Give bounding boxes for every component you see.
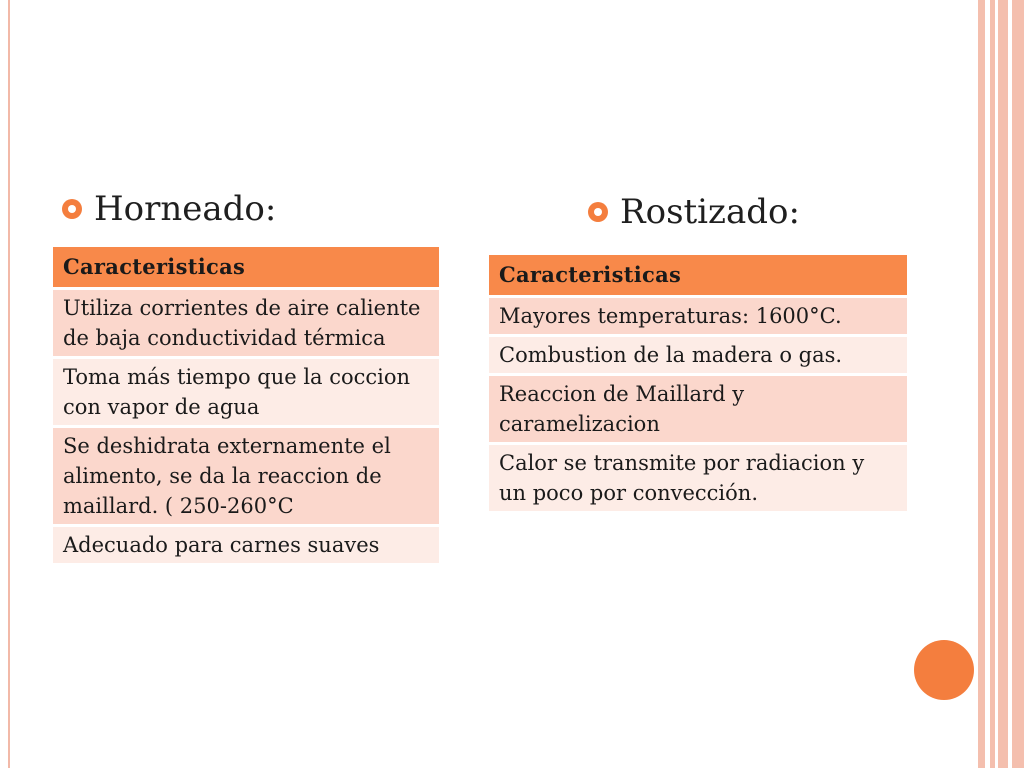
table-row xyxy=(53,359,439,425)
table-row xyxy=(53,527,439,563)
table-row xyxy=(489,298,907,334)
table-cell: Combustion de la madera o gas. xyxy=(499,343,843,367)
left-border-line xyxy=(8,0,10,768)
table-row xyxy=(489,337,907,373)
table-header: Caracteristicas xyxy=(489,255,907,295)
table-row xyxy=(53,428,439,524)
table-row xyxy=(489,445,907,511)
table-row xyxy=(489,376,907,442)
right-stripe-1 xyxy=(978,0,985,768)
table-row xyxy=(53,290,439,356)
left-heading: Horneado: xyxy=(94,189,277,229)
table-header-row xyxy=(53,247,439,287)
table-cell: Calor se transmite por radiacion y un poco por convección. xyxy=(499,451,865,505)
right-stripe-3 xyxy=(998,0,1008,768)
table-cell: Reaccion de Maillard y caramelizacion xyxy=(499,382,745,436)
right-heading: Rostizado: xyxy=(620,192,800,232)
table-cell: Mayores temperaturas: 1600°C. xyxy=(499,304,842,328)
left-table xyxy=(53,244,439,566)
right-stripe-2 xyxy=(990,0,995,768)
table-header: Caracteristicas xyxy=(53,247,439,287)
right-heading-row xyxy=(588,192,800,232)
right-table xyxy=(489,252,907,514)
table-header-row xyxy=(489,255,907,295)
table-cell: Utiliza corrientes de aire caliente de baja conductividad térmica xyxy=(63,296,421,350)
decorative-circle xyxy=(914,640,974,700)
left-heading-row xyxy=(62,189,277,229)
table-cell: Se deshidrata externamente el alimento, se da la reaccion de maillard. ( 250-260°C xyxy=(63,434,391,518)
table-cell: Toma más tiempo que la coccion con vapor de agua xyxy=(63,365,411,419)
table-cell: Adecuado para carnes suaves xyxy=(63,533,380,557)
bullet-icon xyxy=(588,202,608,222)
bullet-icon xyxy=(62,199,82,219)
right-stripe-4 xyxy=(1012,0,1024,768)
